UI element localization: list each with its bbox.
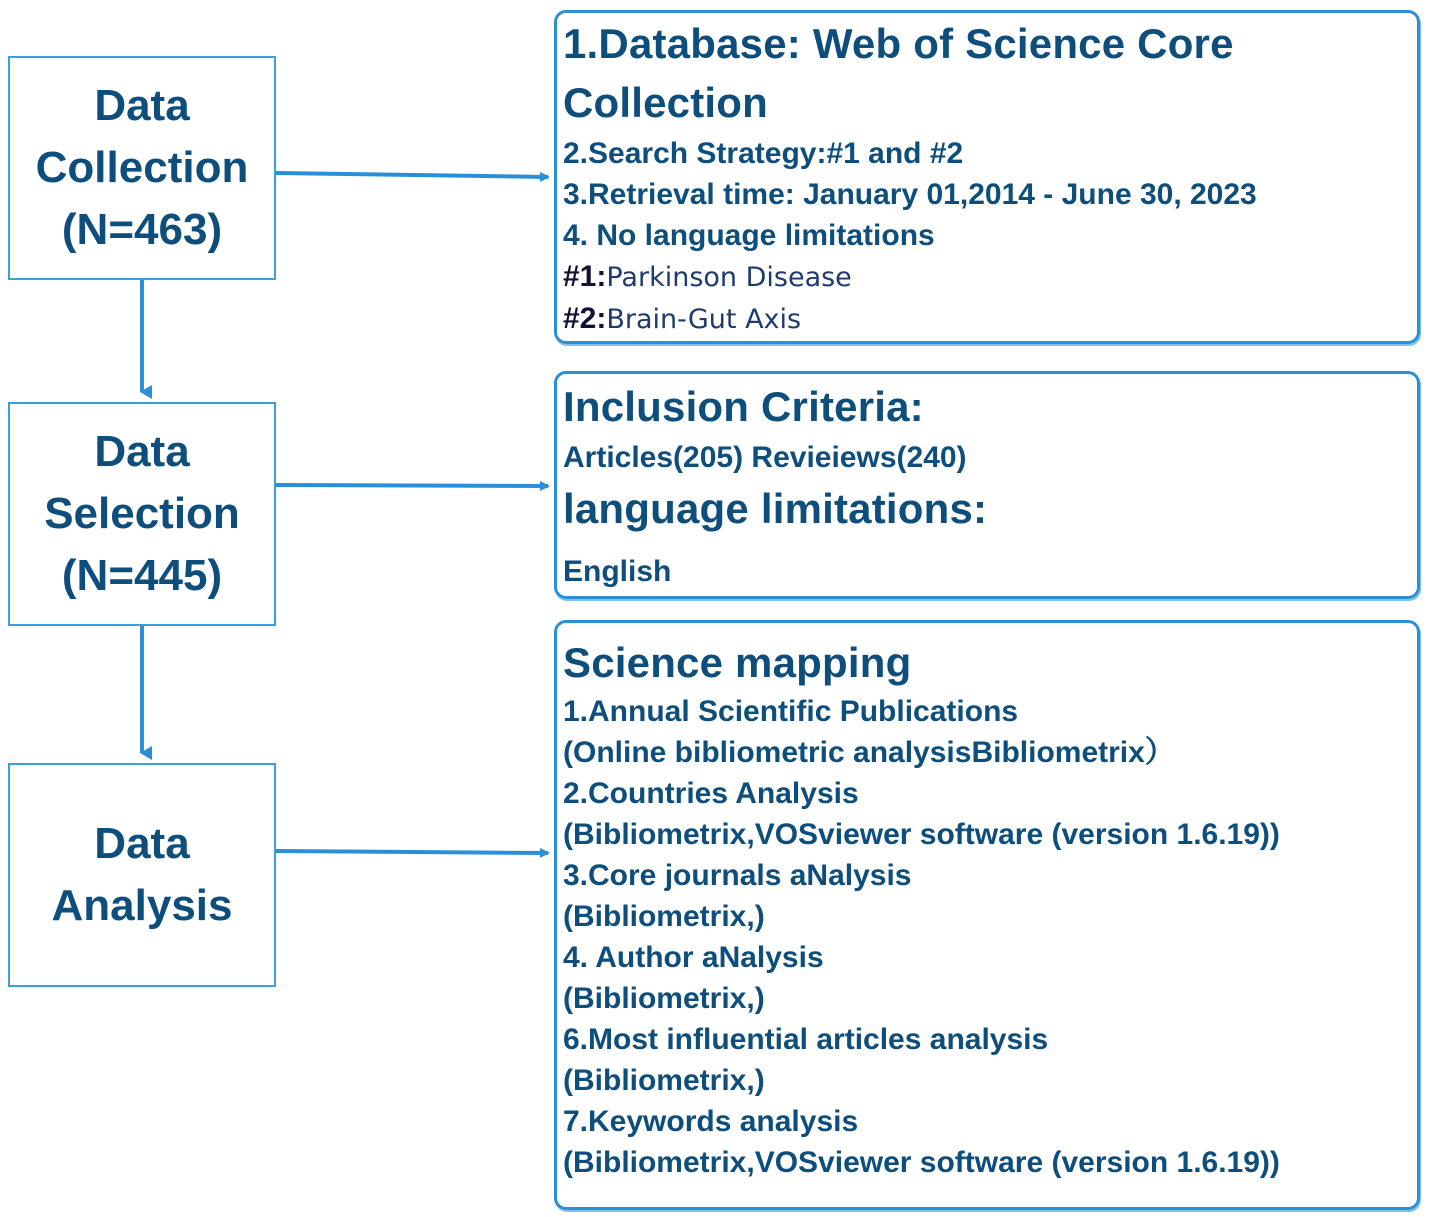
database-heading-cont: Collection [563,79,769,126]
stage-title-line: Selection [44,489,240,538]
analysis-details-box [554,620,1420,1210]
data-collection-box [8,56,276,280]
search-term-2-key: #2: [563,302,607,335]
inclusion-heading: Inclusion Criteria: [563,383,924,430]
search-strategy: 2.Search Strategy:#1 and #2 [563,137,964,170]
arrow-collection-to-details [276,173,548,177]
analysis-heading: Science mapping [563,639,912,686]
analysis-item: (Bibliometrix,) [563,900,765,933]
stage-title-line: Data [94,81,190,130]
search-term-2-value: Brain-Gut Axis [606,304,802,335]
search-term-1-value: Parkinson Disease [606,262,852,293]
collection-details-box [554,10,1420,344]
analysis-item: (Bibliometrix,VOSviewer software (version 1.6.19)) [563,818,1280,851]
language-value: English [563,555,672,588]
search-term-1 [563,256,1417,298]
stage-title-line: Analysis [51,881,233,930]
analysis-item: 1.Annual Scientific Publications [563,695,1019,728]
arrow-analysis-to-details [276,851,548,853]
analysis-item: (Bibliometrix,) [563,1064,765,1097]
analysis-item: (Bibliometrix,VOSviewer software (version 1.6.19)) [563,1146,1280,1179]
selection-details-box [554,371,1420,599]
data-analysis-box [8,763,276,987]
stage-title-line: Collection [35,143,249,192]
analysis-item: 2.Countries Analysis [563,777,859,810]
stage-title-line: Data [94,427,190,476]
database-heading: 1.Database: Web of Science Core [563,20,1234,67]
analysis-item: (Online bibliometric analysisBibliometrix） [563,736,1175,769]
inclusion-value: Articles(205) Revieiews(240) [563,441,967,474]
analysis-item: 3.Core journals aNalysis [563,859,912,892]
language-heading: language limitations: [563,485,988,532]
stage-title-line: Data [94,819,190,868]
data-selection-box [8,402,276,626]
retrieval-time: 3.Retrieval time: January 01,2014 - June 30, 2023 [563,178,1257,211]
language-note: 4. No language limitations [563,219,935,252]
stage-count: (N=445) [61,551,223,600]
arrow-selection-to-details [276,485,548,486]
stage-count: (N=463) [61,205,223,254]
analysis-item: 6.Most influential articles analysis [563,1023,1049,1056]
analysis-item: 4. Author aNalysis [563,941,824,974]
search-term-2 [563,298,1417,340]
analysis-item: 7.Keywords analysis [563,1105,859,1138]
analysis-item: (Bibliometrix,) [563,982,765,1015]
search-term-1-key: #1: [563,260,607,293]
